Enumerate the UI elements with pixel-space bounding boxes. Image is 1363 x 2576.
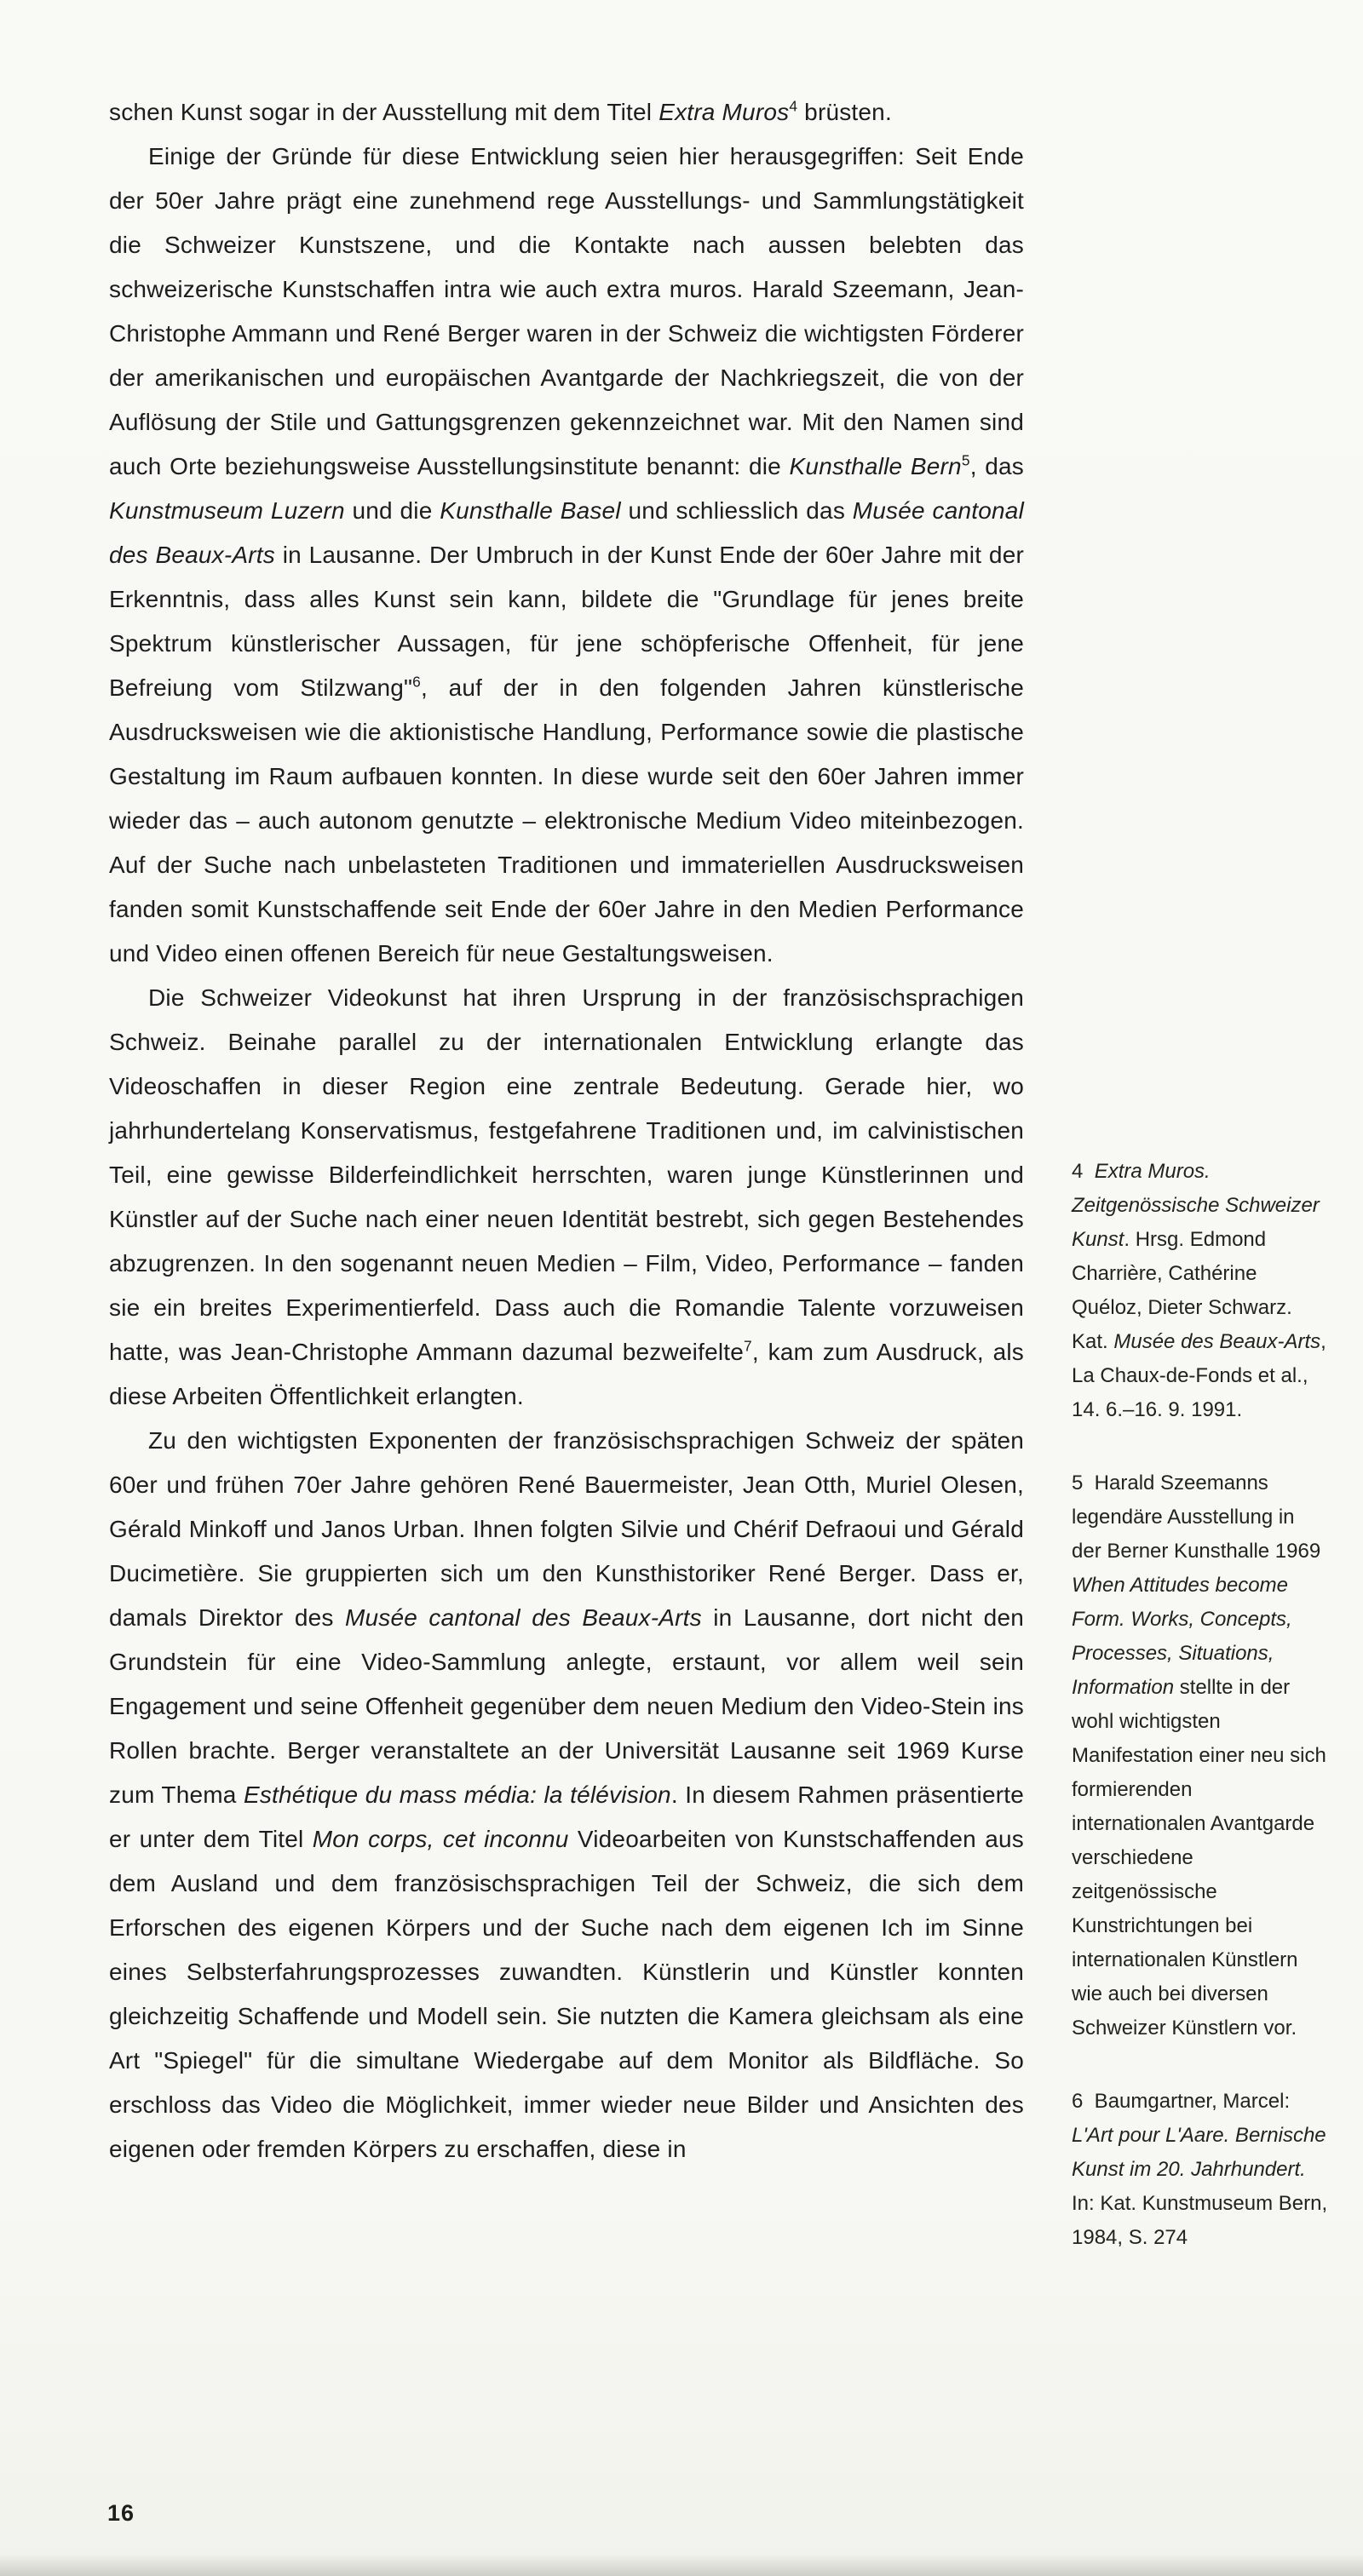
text-run: . In diesem Rahmen präsentierte er unter dem Titel: [109, 1781, 1025, 1852]
text-run: , kam zum Ausdruck, als diese Arbeiten Öffentlichkeit erlangten.: [109, 1339, 1024, 1409]
footnote: [1072, 1466, 1329, 2045]
paragraph: [109, 1419, 1024, 2172]
footnote-reference: 5: [961, 451, 970, 469]
text-run: Zu den wichtigsten Exponenten der französischsprachigen Schweiz der späten 60er und frühen 70er Jahre gehören René Bauermeister, Jean Otth, Muriel Olesen, Gérald Minkoff und Janos Urban. Ihnen folgten Silvie und Chérif Defraoui und Gérald Ducimetière. Sie gruppierten sich um den Kunsthistoriker René Berger. Dass er, damals Direktor des: [109, 1427, 1024, 1631]
paragraph: [109, 90, 1024, 135]
text-run: brüsten.: [797, 99, 892, 125]
text-run: in Lausanne. Der Umbruch in der Kunst Ende der 60er Jahre mit der Erkenntnis, dass alles Kunst sein kann, bildete die "Grundlage für jenes breite Spektrum künstlerischer Aussagen, für jene schöpferische Offenheit, für jene Befreiung vom Stilzwang": [109, 542, 1024, 701]
paragraph: [109, 135, 1024, 976]
text-run: Die Schweizer Videokunst hat ihren Ursprung in der französischsprachigen Schweiz. Beinahe parallel zu der internationalen Entwicklung erlangte das Videoschaffen in dieser Region eine zentrale Bedeutung. Gerade hier, wo jahrhundertelang Konservatismus, festgefahrene Traditionen und, im calvinistischen Teil, eine gewisse Bilderfeindlichkeit herrschten, waren junge Künstlerinnen und Künstler auf der Suche nach einer neuen Identität bestrebt, sich gegen Bestehendes abzugrenzen. In den sogenannt neuen Medien – Film, Video, Performance – fanden sie ein breites Experimentierfeld. Dass auch die Romandie Talente vorzuweisen hatte, was Jean-Christophe Ammann dazumal bezweifelte: [109, 984, 1024, 1365]
main-text-column: [109, 90, 1024, 2172]
footnote: [1072, 2085, 1329, 2255]
text-run: , auf der in den folgenden Jahren künstlerische Ausdrucksweisen wie die aktionistische Handlung, Performance sowie die plastische Gestaltung im Raum aufbauen konnten. In diese wurde seit den 60er Jahren immer wieder das – auch autonom genutzte – elektronische Medium Video miteinbezogen. Auf der Suche nach unbelasteten Traditionen und immateriellen Ausdrucksweisen fanden somit Kunstschaffende seit Ende der 60er Jahre in den Medien Performance und Video einen offenen Bereich für neue Gestaltungsweisen.: [109, 674, 1025, 967]
italic-text-run: Musée des Beaux-Arts: [1113, 1330, 1321, 1353]
italic-text-run: Esthétique du mass média: la télévision: [243, 1781, 671, 1808]
italic-text-run: Mon corps, cet inconnu: [312, 1826, 569, 1852]
text-run: 5 Harald Szeemanns legendäre Ausstellung in der Berner Kunsthalle 1969: [1072, 1472, 1321, 1563]
paragraph: [109, 976, 1024, 1419]
text-run: In: Kat. Kunstmuseum Bern, 1984, S. 274: [1072, 2192, 1328, 2249]
page-number: 16: [107, 2500, 135, 2526]
text-run: 4: [1072, 1160, 1095, 1183]
text-run: 6 Baumgartner, Marcel:: [1072, 2090, 1291, 2113]
text-run: . Hrsg. Edmond Charrière, Cathérine Quéloz, Dieter Schwarz. Kat.: [1072, 1228, 1292, 1353]
footnote-reference: 6: [412, 673, 422, 691]
footnote-reference: 4: [789, 97, 798, 115]
footnote: [1072, 1155, 1329, 1427]
footnote-column: [1072, 1155, 1329, 2294]
italic-text-run: Musée cantonal des Beaux-Arts: [109, 497, 1024, 568]
italic-text-run: Musée cantonal des Beaux-Arts: [344, 1604, 702, 1631]
italic-text-run: Extra Muros. Zeitgenössische Schweizer Kunst: [1072, 1160, 1320, 1251]
text-run: und schliesslich das: [620, 497, 853, 524]
text-run: , das: [969, 453, 1025, 479]
italic-text-run: L'Art pour L'Aare. Bernische Kunst im 20. Jahrhundert.: [1072, 2124, 1326, 2181]
italic-text-run: When Attitudes become Form. Works, Concepts, Processes, Situations, Information: [1072, 1574, 1292, 1699]
text-run: schen Kunst sogar in der Ausstellung mit dem Titel: [109, 99, 659, 125]
page-edge-shadow: [0, 2554, 1363, 2576]
text-run: Videoarbeiten von Kunstschaffenden aus dem Ausland und dem französischsprachigen Teil der Schweiz, die sich dem Erforschen des eigenen Körpers und der Suche nach dem eigenen Ich im Sinne eines Selbsterfahrungsprozesses zuwandten. Künstlerin und Künstler konnten gleichzeitig Schaffende und Modell sein. Sie nutzten die Kamera gleichsam als eine Art "Spiegel" für die simultane Wiedergabe auf dem Monitor als Bildfläche. So erschloss das Video die Möglichkeit, immer wieder neue Bilder und Ansichten des eigenen oder fremden Körpers zu erschaffen, diese in: [109, 1826, 1024, 2162]
text-run: Einige der Gründe für diese Entwicklung seien hier herausgegriffen: Seit Ende der 50er Jahre prägt eine zunehmend rege Ausstellungs- und Sammlungstätigkeit die Schweizer Kunstszene, und die Kontakte nach aussen belebten das schweizerische Kunstschaffen intra wie auch extra muros. Harald Szeemann, Jean-Christophe Ammann und René Berger waren in der Schweiz die wichtigsten Förderer der amerikanischen und europäischen Avantgarde der Nachkriegszeit, die von der Auflösung der Stile und Gattungsgrenzen gekennzeichnet war. Mit den Namen sind auch Orte beziehungsweise Ausstellungsinstitute benannt: die: [109, 143, 1024, 479]
footnote-reference: 7: [744, 1337, 752, 1355]
text-run: in Lausanne, dort nicht den Grundstein für eine Video-Sammlung anlegte, erstaunt, vor allem weil sein Engagement und seine Offenheit gegenüber dem neuen Medium den Video-Stein ins Rollen brachte. Berger veranstaltete an der Universität Lausanne seit 1969 Kurse zum Thema: [109, 1604, 1024, 1808]
italic-text-run: Kunstmuseum Luzern: [109, 497, 345, 524]
italic-text-run: Extra Muros: [658, 99, 790, 125]
text-run: stellte in der wohl wichtigsten Manifestation einer neu sich formierenden internationalen Avantgarde verschiedene zeitgenössische Kunstrichtungen bei internationalen Künstlern wie auch bei diversen Schweizer Künstlern vor.: [1072, 1676, 1326, 2040]
italic-text-run: Kunsthalle Bern: [789, 453, 962, 479]
text-run: und die: [344, 497, 440, 524]
text-run: , La Chaux-de-Fonds et al., 14. 6.–16. 9. 1991.: [1072, 1330, 1326, 1421]
italic-text-run: Kunsthalle Basel: [440, 497, 621, 524]
